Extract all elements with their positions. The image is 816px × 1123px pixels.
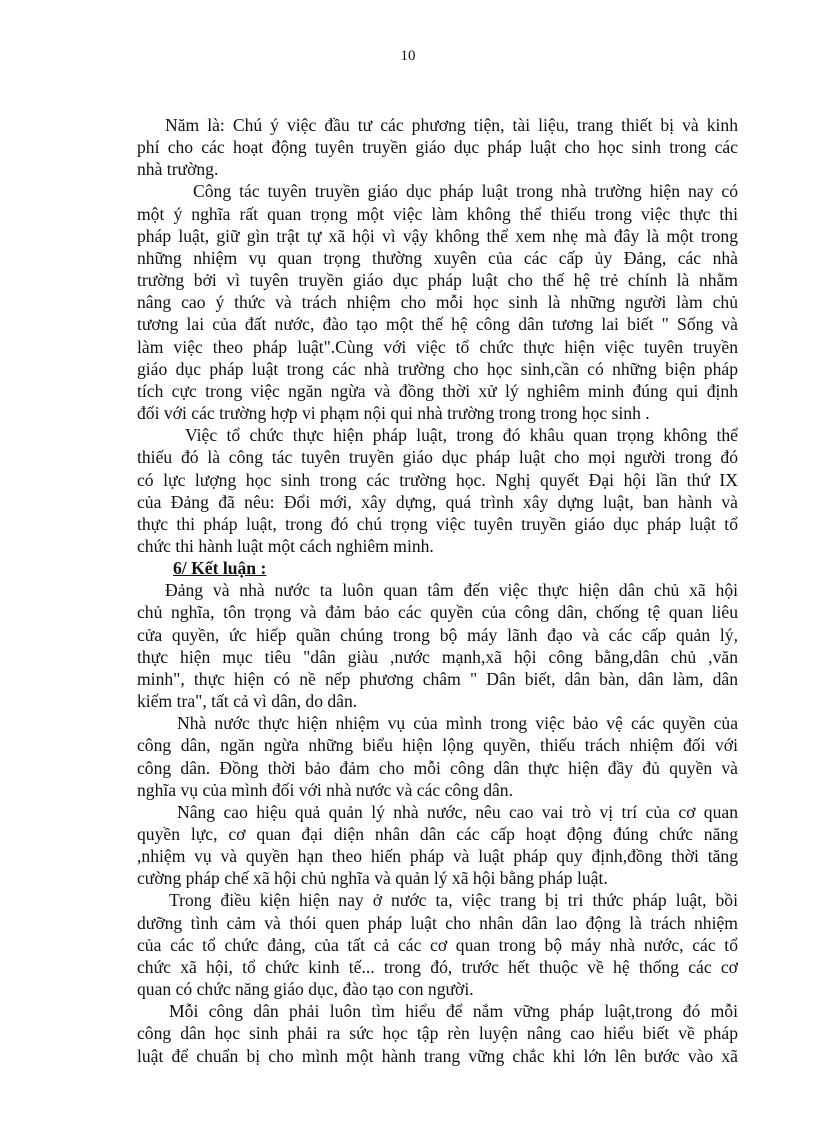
text-line: nhà trường. [137,159,219,180]
paragraph [137,114,738,180]
text-line: công dân. Đồng thời bảo đảm cho mỗi công dân thực hiện đầy đủ quyền và [137,757,738,778]
text-line: ,nhiệm vụ và quyền hạn theo hiến pháp và luật pháp quy định,đồng thời tăng [137,846,738,867]
text-line: những nhiệm vụ quan trọng thường xuyên của các cấp ủy Đảng, các nhà [137,247,738,268]
text-line: Việc tổ chức thực hiện pháp luật, trong đó khâu quan trọng không thể [185,425,738,446]
text-line: Công tác tuyên truyền giáo dục pháp luật trong nhà trường hiện nay có [193,181,738,202]
text-line: của các tổ chức đảng, của tất cả các cơ quan trong bộ máy nhà nước, các tổ [137,934,738,955]
text-line: chức thi hành luật một cách nghiêm minh. [137,535,434,556]
text-line: thiếu đó là công tác tuyên truyền giáo dục pháp luật cho mọi người trong đó [137,447,738,468]
text-line: tích cực trong việc ngăn ngừa và đồng thời xử lý nghiêm minh đúng qui định [137,380,738,401]
text-line: Nâng cao hiệu quả quản lý nhà nước, nêu cao vai trò vị trí của cơ quan [177,801,738,822]
text-line: quyền lực, cơ quan đại diện nhân dân các cấp hoạt động đúng chức năng [137,824,738,844]
paragraph-group-after-heading [137,579,738,1066]
text-line: dưỡng tình cảm và thói quen pháp luật cho nhân dân lao động là trách nhiệm [137,912,738,933]
text-line: quan có chức năng giáo dục, đào tạo con người. [137,979,474,1000]
text-line: một ý nghĩa rất quan trọng một việc làm không thể thiếu trong việc thực thi [137,203,738,224]
document-body [137,114,738,1067]
paragraph [137,889,738,1000]
paragraph [137,801,738,890]
text-line: giáo dục pháp luật trong các nhà trường cho học sinh,cần có những biện pháp [137,358,738,379]
paragraph [137,180,738,424]
page-number: 10 [400,48,416,64]
text-line: thực hiện mục tiêu "dân giàu ,nước mạnh,xã hội công bằng,dân chủ ,văn [137,646,738,667]
text-line: thực thi pháp luật, trong đó chú trọng việc tuyên truyền giáo dục pháp luật tổ [137,513,738,534]
text-line: công dân, ngăn ngừa những biểu hiện lộng quyền, thiếu trách nhiệm đối với [137,735,738,756]
text-line: Mỗi công dân phải luôn tìm hiểu để nắm vững pháp luật,trong đó mỗi [169,1001,738,1022]
section-heading-conclusion: 6/ Kết luận : [173,558,267,579]
text-line: Năm là: Chú ý việc đầu tư các phương tiện, tài liệu, trang thiết bị và kinh [165,115,738,135]
text-line: cường pháp chế xã hội chủ nghĩa và quản lý xã hội bằng pháp luật. [137,868,608,889]
paragraph-group-before-heading [137,114,738,557]
text-line: đối với các trường hợp vi phạm nội qui nhà trường trong trong học sinh . [137,403,650,424]
text-line: chủ nghĩa, tôn trọng và đảm bảo các quyền của công dân, chống tệ quan liêu [137,602,738,623]
text-line: minh", thực hiện có nề nếp phương châm " Dân biết, dân bàn, dân làm, dân [137,668,738,689]
text-line: pháp luật, giữ gìn trật tự xã hội vì vậy không thể xem nhẹ mà đây là một trong [137,225,738,246]
text-line: nghĩa vụ của mình đối với nhà nước và các công dân. [137,779,513,800]
text-line: công dân học sinh phải ra sức học tập rèn luyện nâng cao hiểu biết về pháp [137,1023,738,1044]
text-line: Trong điều kiện hiện nay ở nước ta, việc trang bị tri thức pháp luật, bồi [169,890,738,911]
text-line: phí cho các hoạt động tuyên truyền giáo dục pháp luật cho học sinh trong các [137,137,738,158]
text-line: cửa quyền, ức hiếp quần chúng trong bộ máy lãnh đạo và các cấp quản lý, [137,624,738,645]
text-line: nâng cao ý thức và trách nhiệm cho mỗi học sinh là những người làm chủ [137,292,738,313]
paragraph [137,712,738,801]
paragraph [137,579,738,712]
paragraph [137,1000,738,1066]
text-line: làm việc theo pháp luật".Cùng với việc tổ chức thực hiện việc tuyên truyền [137,336,738,357]
text-line: luật để chuẩn bị cho mình một hành trang vững chắc khi lớn lên bước vào xã [137,1045,738,1066]
text-line: kiểm tra", tất cả vì dân, do dân. [137,691,358,712]
text-line: tương lai của đất nước, đào tạo một thế hệ công dân tương lai biết " Sống và [137,314,738,335]
text-line: chức xã hội, tổ chức kinh tế... trong đó, trước hết thuộc về hệ thống các cơ [137,956,738,977]
text-line: có lực lượng học sinh trong các trường học. Nghị quyết Đại hội lần thứ IX [137,469,738,490]
text-line: Đảng và nhà nước ta luôn quan tâm đến việc thực hiện dân chủ xã hội [165,580,738,601]
text-line: của Đảng đã nêu: Đổi mới, xây dựng, quá trình xây dựng luật, ban hành và [137,491,738,512]
text-line: trường bởi vì tuyên truyền giáo dục pháp luật cho thế hệ trẻ chính là nhằm [137,270,738,291]
text-line: Nhà nước thực hiện nhiệm vụ của mình trong việc bảo vệ các quyền của [177,713,738,734]
paragraph [137,424,738,557]
